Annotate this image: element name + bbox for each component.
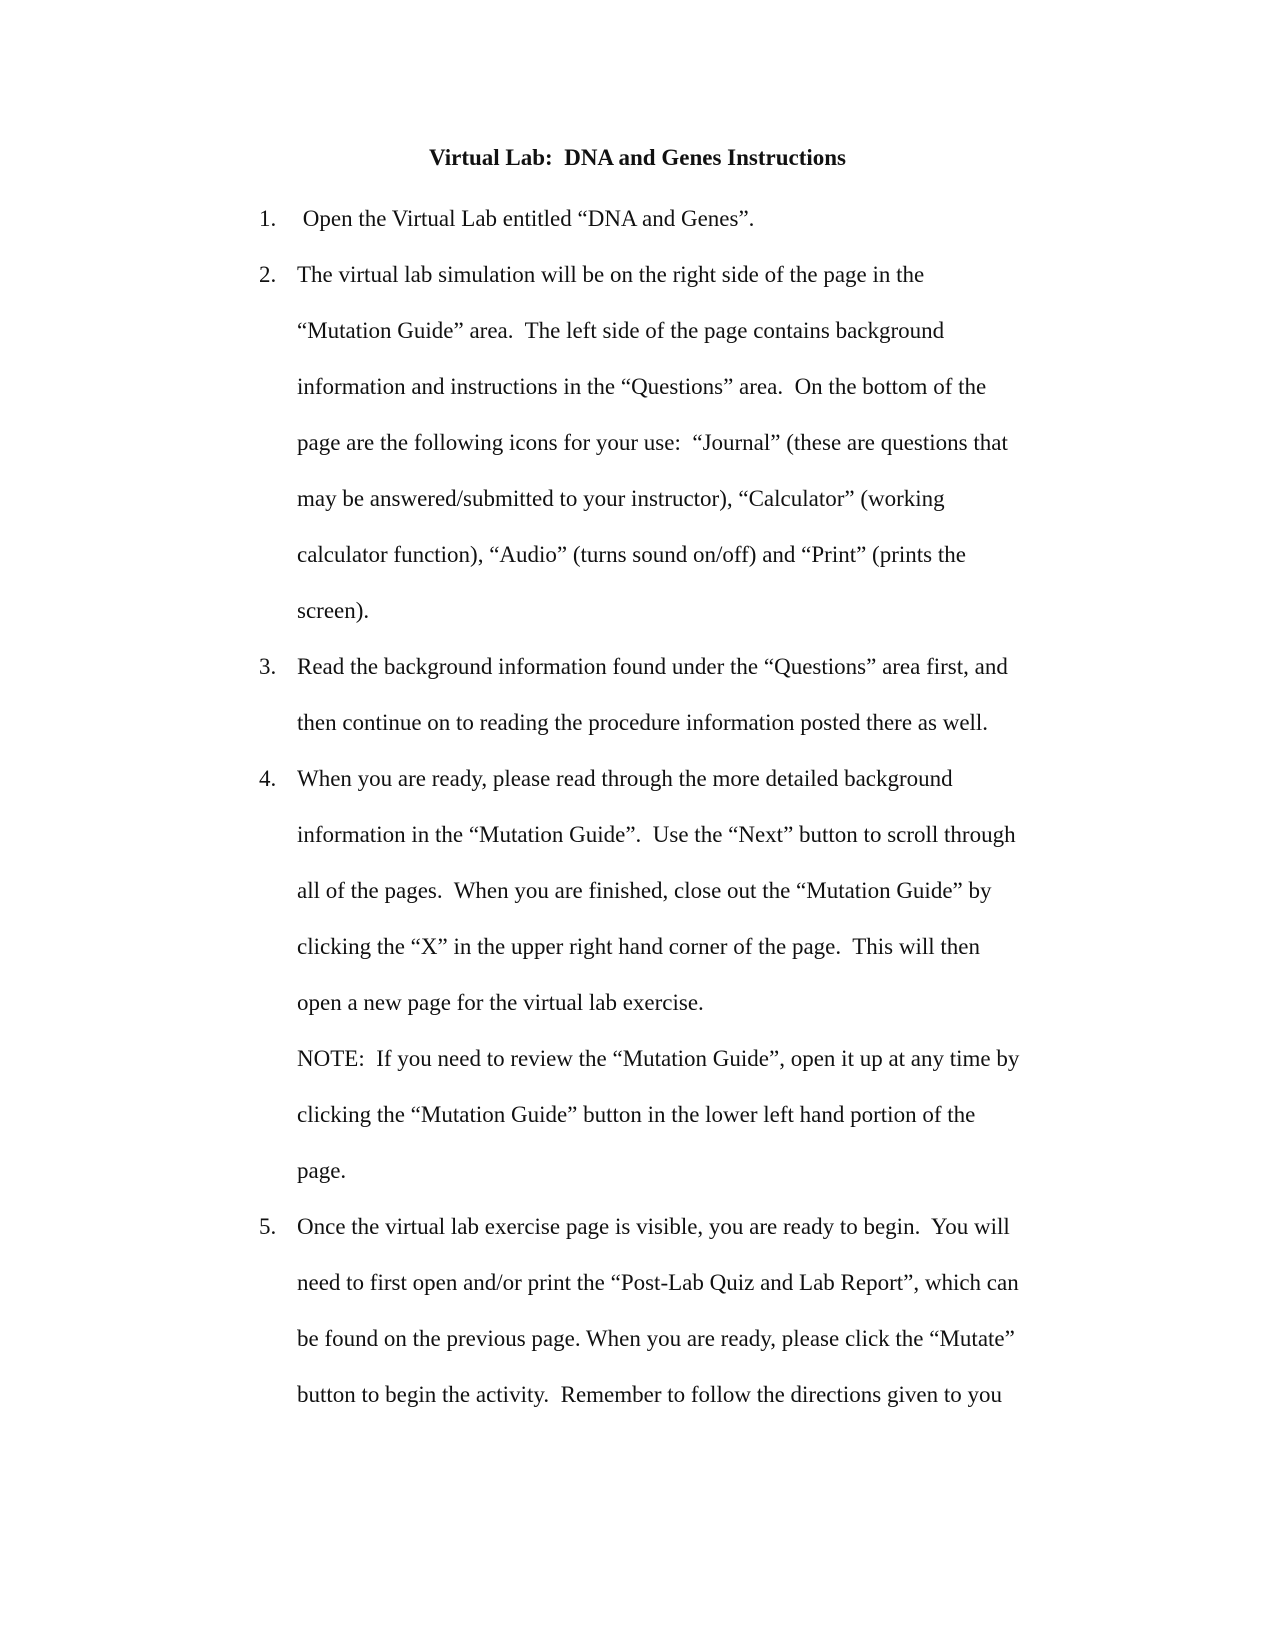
- item-line: need to first open and/or print the “Post-Lab Quiz and Lab Report”, which can: [297, 1270, 1019, 1295]
- item-line: button to begin the activity. Remember to follow the directions given to you: [297, 1382, 1002, 1407]
- item-line: screen).: [297, 598, 370, 623]
- item-line: then continue on to reading the procedure information posted there as well.: [297, 710, 989, 735]
- item-line: page are the following icons for your use: “Journal” (these are questions that: [297, 430, 1008, 455]
- item-number: 3.: [259, 654, 277, 679]
- item-line: Once the virtual lab exercise page is visible, you are ready to begin. You will: [297, 1214, 1010, 1239]
- item-line: When you are ready, please read through the more detailed background: [297, 766, 953, 791]
- item-line: Open the Virtual Lab entitled “DNA and Genes”.: [297, 206, 755, 231]
- item-line: clicking the “X” in the upper right hand corner of the page. This will then: [297, 934, 980, 959]
- item-line: Read the background information found under the “Questions” area first, and: [297, 654, 1008, 679]
- note-line: clicking the “Mutation Guide” button in the lower left hand portion of the: [297, 1102, 976, 1127]
- item-line: be found on the previous page. When you are ready, please click the “Mutate”: [297, 1326, 1015, 1351]
- note-line: page.: [297, 1158, 347, 1183]
- item-number: 1.: [259, 206, 277, 231]
- item-line: The virtual lab simulation will be on the right side of the page in the: [297, 262, 925, 287]
- item-line: information in the “Mutation Guide”. Use the “Next” button to scroll through: [297, 822, 1016, 847]
- item-line: open a new page for the virtual lab exercise.: [297, 990, 704, 1015]
- item-number: 2.: [259, 262, 277, 287]
- item-number: 4.: [259, 766, 277, 791]
- item-line: calculator function), “Audio” (turns sound on/off) and “Print” (prints the: [297, 542, 966, 567]
- item-number: 5.: [259, 1214, 277, 1239]
- note-line: NOTE: If you need to review the “Mutation Guide”, open it up at any time by: [297, 1046, 1020, 1071]
- page-title: Virtual Lab: DNA and Genes Instructions: [428, 145, 847, 170]
- item-line: all of the pages. When you are finished, close out the “Mutation Guide” by: [297, 878, 992, 903]
- item-line: may be answered/submitted to your instructor), “Calculator” (working: [297, 486, 945, 511]
- item-line: information and instructions in the “Questions” area. On the bottom of the: [297, 374, 987, 399]
- item-line: “Mutation Guide” area. The left side of the page contains background: [297, 318, 945, 343]
